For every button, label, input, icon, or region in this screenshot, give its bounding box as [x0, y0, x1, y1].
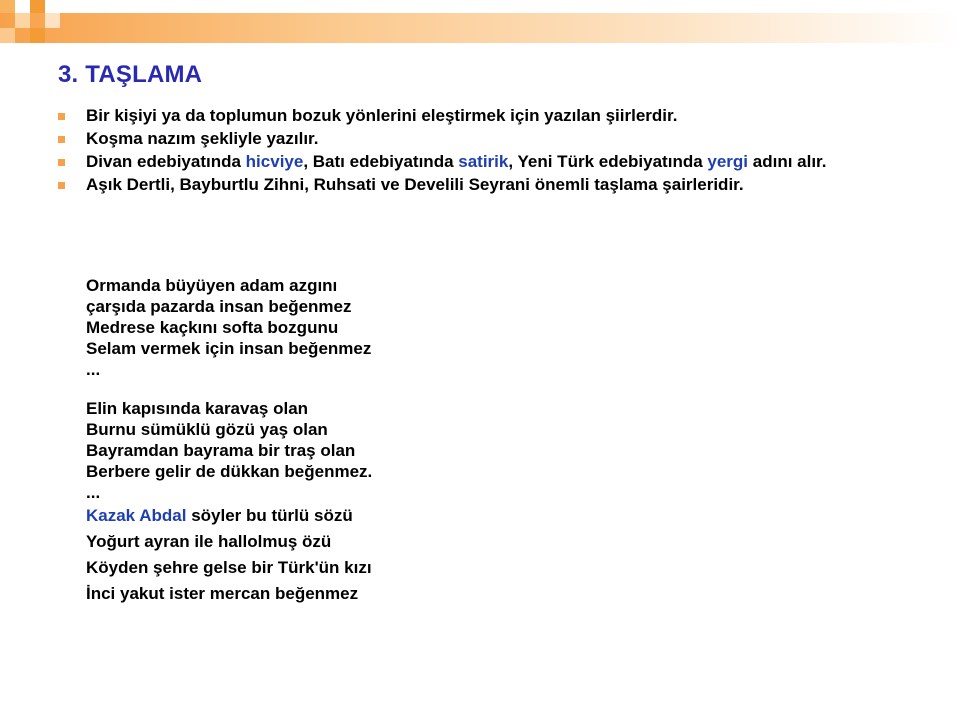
square-bullet-icon	[58, 159, 65, 166]
poem-line: Medrese kaçkını softa bozgunu	[86, 318, 339, 337]
keyword-hicviye: hicviye	[245, 152, 304, 171]
square-bullet-icon	[58, 136, 65, 143]
poem-line: Selam vermek için insan beğenmez	[86, 339, 372, 358]
bullet-list	[58, 106, 898, 198]
bullet-text: Bir kişiyi ya da toplumun bozuk yönlerini eleştirmek için yazılan şiirlerdir.	[86, 106, 678, 125]
decorative-square	[30, 28, 45, 43]
bullet-item	[58, 106, 898, 126]
bullet-text-part: , Batı edebiyatında	[303, 152, 459, 171]
bullet-text-part: Divan edebiyatında	[86, 152, 246, 171]
poem-line: Burnu sümüklü gözü yaş olan	[86, 420, 328, 439]
poem-line: Berbere gelir de dükkan beğenmez.	[86, 462, 373, 481]
square-bullet-icon	[58, 113, 65, 120]
keyword-yergi: yergi	[707, 152, 749, 171]
bullet-text: Koşma nazım şekliyle yazılır.	[86, 129, 319, 148]
bullet-item	[58, 175, 898, 195]
keyword-satirik: satirik	[458, 152, 509, 171]
decorative-square	[15, 13, 30, 28]
bullet-text-part: adını alır.	[748, 152, 827, 171]
poem-stanza-2	[86, 398, 786, 607]
poem-stanza-3	[86, 503, 786, 607]
poem-ellipsis: ...	[86, 483, 101, 502]
poet-name: Kazak Abdal	[86, 506, 187, 525]
poem-line: Yoğurt ayran ile hallolmuş özü	[86, 532, 332, 551]
poem-line-rest: söyler bu türlü sözü	[186, 506, 353, 525]
square-bullet-icon	[58, 182, 65, 189]
bullet-item	[58, 129, 898, 149]
decorative-square	[30, 0, 45, 13]
poem-line: İnci yakut ister mercan beğenmez	[86, 584, 359, 603]
poem-line: çarşıda pazarda insan beğenmez	[86, 297, 352, 316]
bullet-item	[58, 152, 898, 172]
bullet-text-part: , Yeni Türk edebiyatında	[508, 152, 708, 171]
header-gradient-band	[0, 13, 960, 43]
poem-ellipsis: ...	[86, 360, 101, 379]
slide-title: 3. TAŞLAMA	[58, 61, 203, 88]
decorative-square	[45, 13, 60, 28]
decorative-square	[0, 0, 15, 13]
decorative-square	[0, 28, 15, 43]
poem-line	[86, 503, 786, 529]
poem-line: Bayramdan bayrama bir traş olan	[86, 441, 356, 460]
poem-line: Ormanda büyüyen adam azgını	[86, 276, 338, 295]
poem-stanza-1	[86, 275, 786, 380]
bullet-text: Aşık Dertli, Bayburtlu Zihni, Ruhsati ve Develili Seyrani önemli taşlama şairleridir.	[86, 175, 744, 194]
poem-line: Elin kapısında karavaş olan	[86, 399, 309, 418]
poem-line: Köyden şehre gelse bir Türk'ün kızı	[86, 558, 372, 577]
